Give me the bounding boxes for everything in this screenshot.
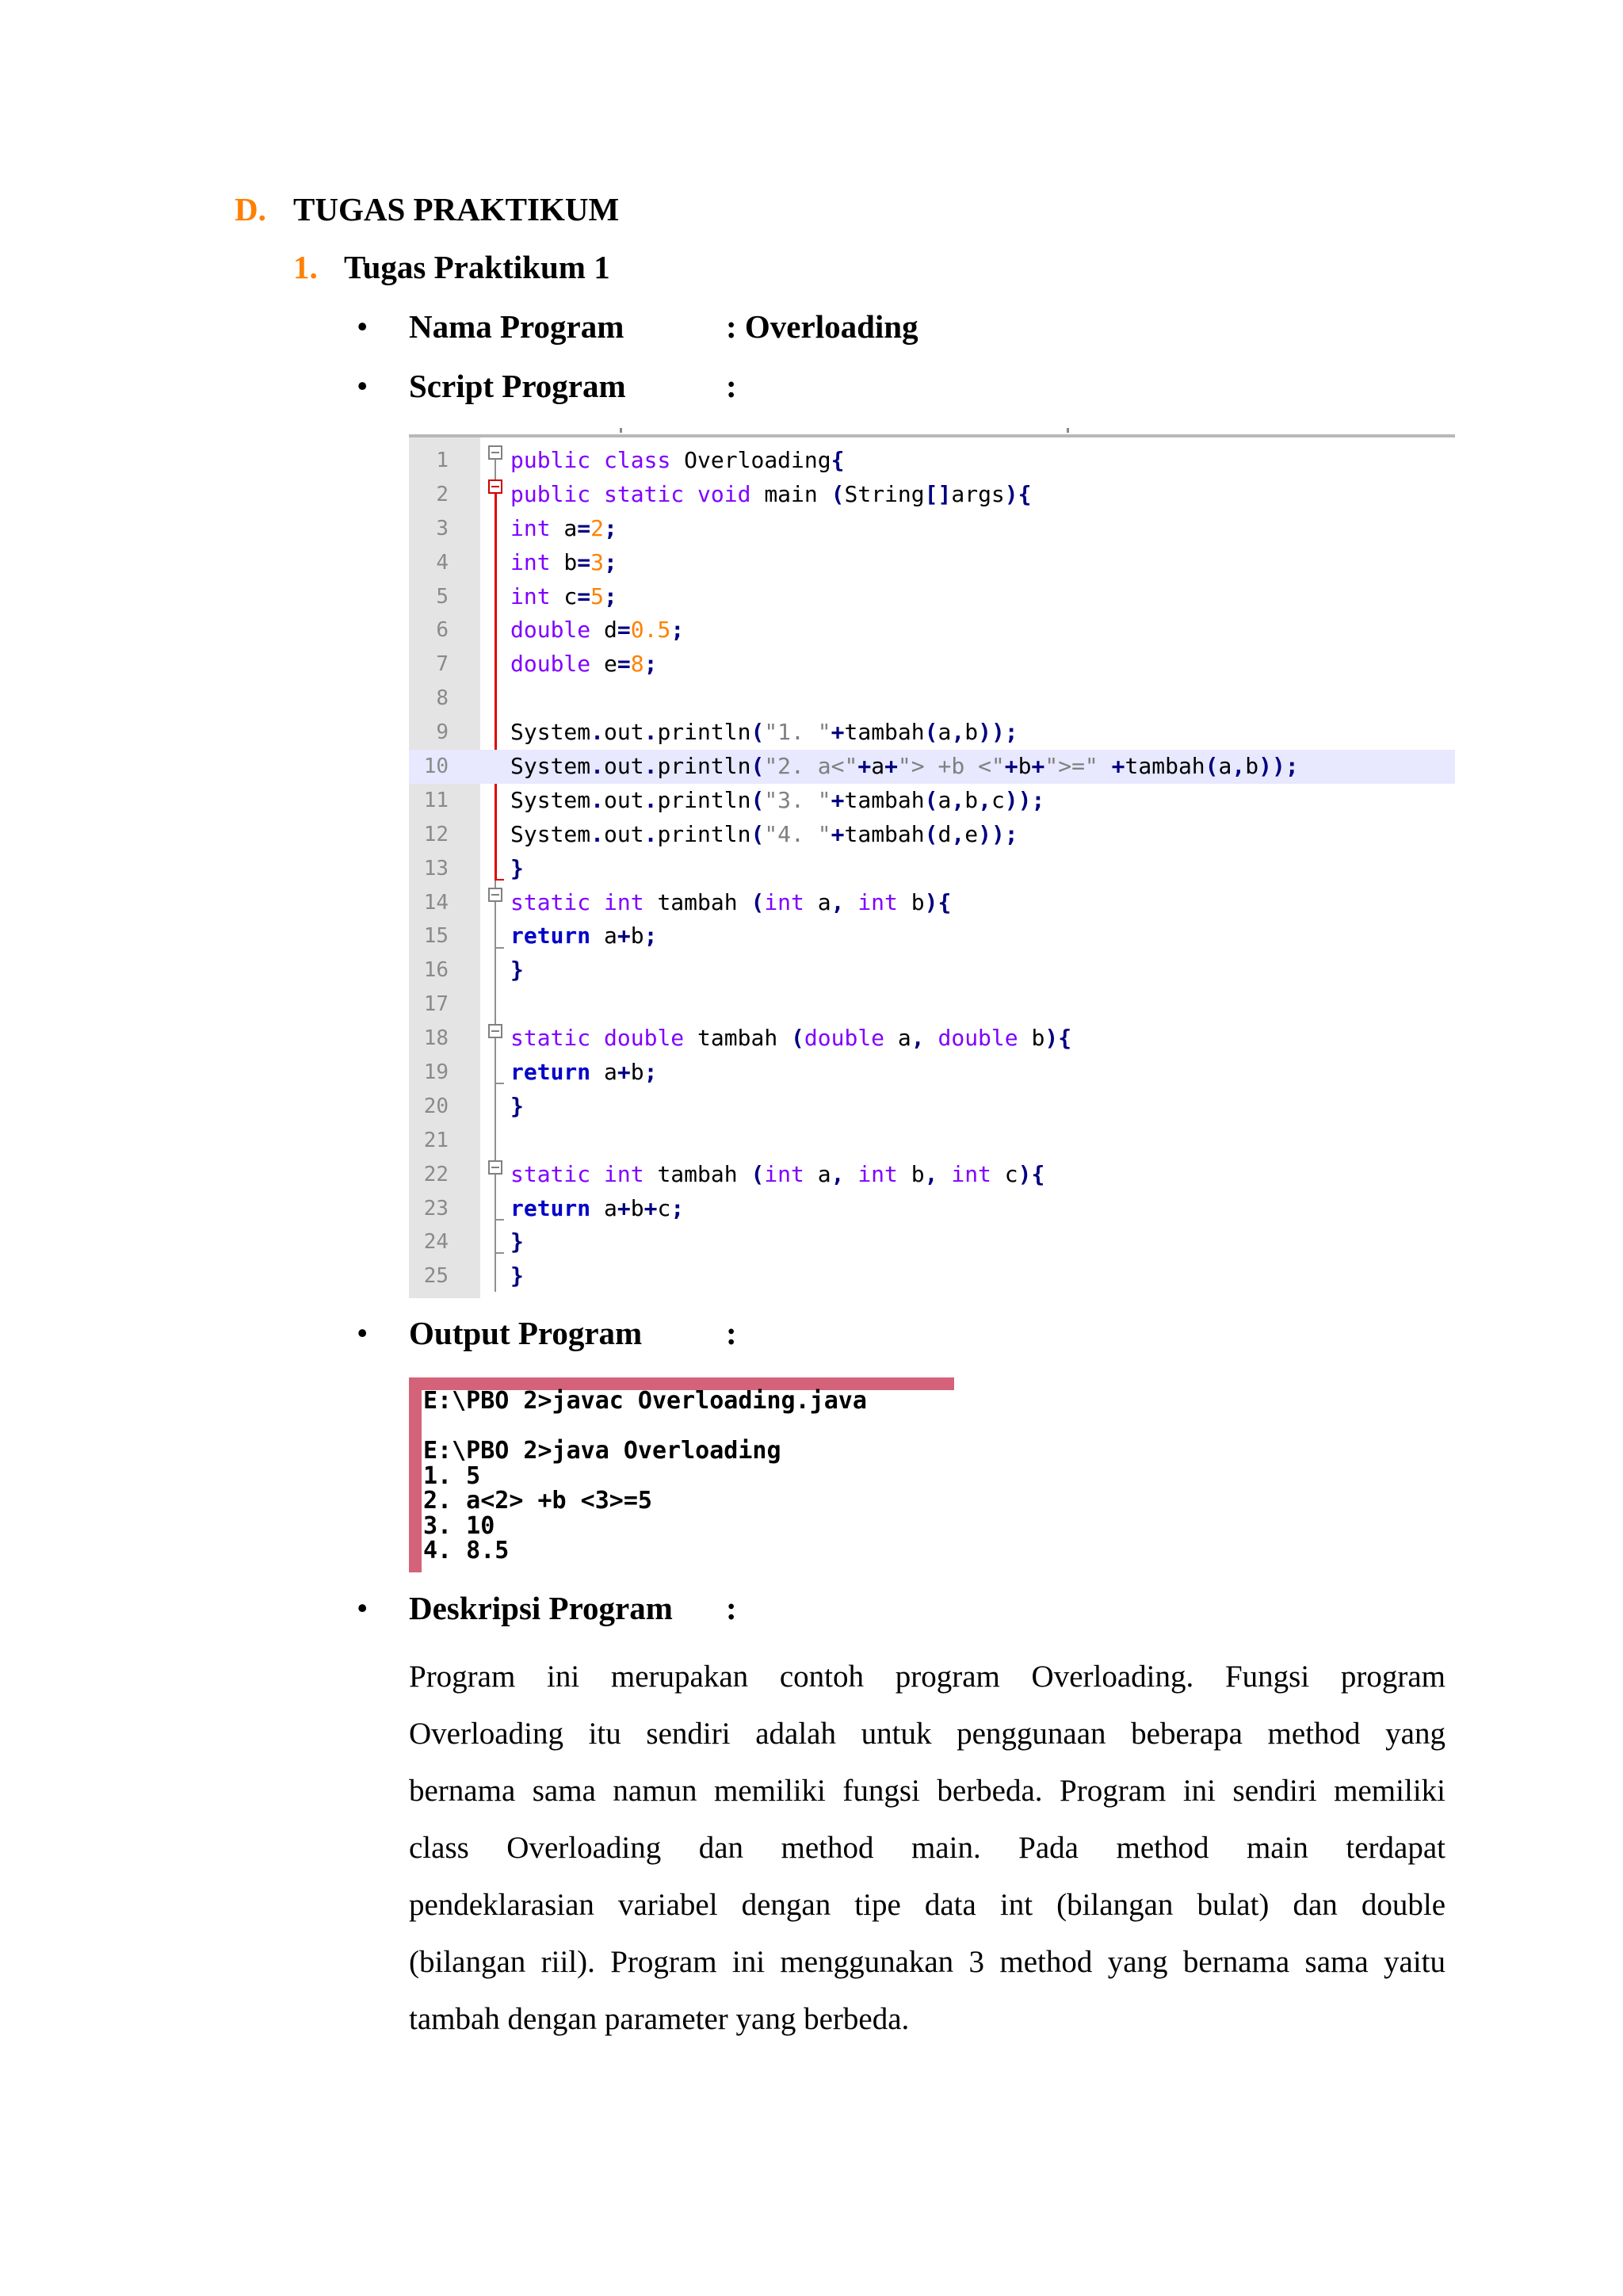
line-number: 13: [423, 856, 449, 881]
code-text: }: [510, 1092, 524, 1119]
line-number: 5: [436, 584, 449, 609]
console-line: 2. a<2> +b <3>=5: [423, 1487, 652, 1515]
console-line: [423, 1414, 867, 1439]
line-number: 10: [423, 755, 449, 779]
line-number: 21: [423, 1128, 449, 1152]
code-line[interactable]: [409, 818, 1455, 852]
line-number: 16: [423, 958, 449, 983]
line-number: 11: [423, 788, 449, 812]
code-line[interactable]: [409, 1056, 1455, 1090]
code-editor: [409, 428, 1455, 1298]
bullet-colon: :: [726, 1315, 737, 1351]
console-output: [409, 1377, 954, 1572]
code-text: }: [510, 1228, 524, 1255]
description-line: Overloading itu sendiri adalah untuk penggunaan beberapa method yang: [409, 1717, 1445, 1751]
code-line[interactable]: [409, 784, 1455, 818]
section-heading: [235, 190, 619, 228]
code-line[interactable]: [409, 546, 1455, 580]
code-line[interactable]: [409, 444, 1455, 478]
subsection-title: Tugas Praktikum 1: [344, 249, 610, 285]
description-line: Program ini merupakan contoh program Overloading. Fungsi program: [409, 1660, 1445, 1694]
line-number: 24: [423, 1230, 449, 1255]
bullet-glyph: •: [357, 308, 369, 345]
code-line[interactable]: [409, 682, 1455, 716]
section-letter: D.: [235, 191, 266, 227]
code-line[interactable]: [409, 750, 1455, 784]
code-text: double e=8;: [510, 651, 658, 678]
subsection-heading: [293, 248, 610, 286]
code-text: }: [510, 854, 524, 881]
code-text: static int tambah (int a, int b, int c){: [510, 1160, 1045, 1187]
bullet-label: Deskripsi Program: [409, 1590, 673, 1626]
code-line[interactable]: [409, 852, 1455, 886]
line-number: 1: [436, 449, 449, 472]
line-number: 7: [436, 652, 449, 677]
code-line[interactable]: [409, 1022, 1455, 1056]
code-line[interactable]: [409, 580, 1455, 614]
code-text: System.out.println("2. a<"+a+"> +b <"+b+">=" +tambah(a,b));: [510, 753, 1299, 780]
code-text: }: [510, 1263, 524, 1289]
subsection-number: 1.: [293, 249, 318, 285]
code-line[interactable]: [409, 919, 1455, 953]
bullet-label: Nama Program: [409, 308, 624, 345]
code-text: static int tambah (int a, int b){: [510, 888, 952, 915]
line-number: 23: [423, 1196, 449, 1221]
code-text: int c=5;: [510, 583, 617, 609]
bullet-label: Script Program: [409, 368, 626, 404]
code-line[interactable]: [409, 1259, 1455, 1293]
code-text: System.out.println("4. "+tambah(d,e));: [510, 820, 1018, 847]
line-number: 8: [436, 686, 449, 711]
console-line: E:\PBO 2>java Overloading: [423, 1437, 781, 1465]
description-line: (bilangan riil). Program ini menggunakan 3 method yang bernama sama yaitu: [409, 1945, 1445, 1979]
line-number: 4: [436, 550, 449, 575]
code-line[interactable]: [409, 1090, 1455, 1124]
code-text: public static void main (String[]args){: [510, 480, 1032, 507]
code-line[interactable]: [409, 613, 1455, 648]
bullet-glyph: •: [357, 1590, 369, 1626]
line-number: 15: [423, 924, 449, 949]
code-line[interactable]: [409, 716, 1455, 750]
code-lines[interactable]: [409, 444, 1455, 1293]
bullet-glyph: •: [357, 368, 369, 404]
code-text: int a=2;: [510, 514, 617, 541]
line-number: 14: [423, 890, 449, 915]
program-name: Overloading: [744, 308, 918, 345]
code-text: System.out.println("1. "+tambah(a,b));: [510, 719, 1018, 746]
bullet-colon: :: [726, 368, 737, 404]
line-number: 6: [436, 618, 449, 643]
code-line[interactable]: [409, 1225, 1455, 1259]
code-line[interactable]: [409, 512, 1455, 546]
code-text: }: [510, 957, 524, 984]
line-number: 12: [423, 822, 449, 846]
line-number: 20: [423, 1094, 449, 1118]
code-text: double d=0.5;: [510, 617, 685, 644]
code-line[interactable]: [409, 953, 1455, 988]
code-text: return a+b;: [510, 923, 658, 949]
code-line[interactable]: [409, 1124, 1455, 1158]
console-text: [423, 1389, 867, 1564]
bullet-colon: :: [726, 1590, 737, 1626]
ruler-tick: [620, 428, 622, 433]
code-line[interactable]: [409, 1158, 1455, 1192]
console-line: 3. 10: [423, 1511, 495, 1540]
description-line: bernama sama namun memiliki fungsi berbeda. Program ini sendiri memiliki: [409, 1774, 1445, 1808]
ruler-tick: [1067, 428, 1069, 433]
code-text: int b=3;: [510, 548, 617, 575]
line-number: 18: [423, 1026, 449, 1051]
description-line: pendeklarasian variabel dengan tipe data int (bilangan bulat) dan double: [409, 1888, 1445, 1922]
section-title: TUGAS PRAKTIKUM: [293, 191, 620, 227]
line-number: 3: [436, 516, 449, 541]
bullet-colon: :: [726, 308, 737, 345]
code-line[interactable]: [409, 478, 1455, 512]
bullet-glyph: •: [357, 1315, 369, 1351]
line-number: 25: [423, 1264, 449, 1289]
bullet-value-line: [726, 308, 918, 346]
description-line: class Overloading dan method main. Pada method main terdapat: [409, 1831, 1445, 1865]
line-number: 19: [423, 1060, 449, 1085]
line-number: 9: [436, 720, 449, 745]
description-line: tambah dengan parameter yang berbeda.: [409, 2002, 910, 2036]
editor-ruler: [409, 428, 1455, 437]
line-number: 2: [436, 482, 449, 506]
bullet-label: Output Program: [409, 1315, 643, 1351]
code-text: System.out.println("3. "+tambah(a,b,c));: [510, 786, 1045, 813]
code-text: static double tambah (double a, double b){: [510, 1025, 1072, 1052]
code-line[interactable]: [409, 886, 1455, 920]
code-line[interactable]: [409, 1192, 1455, 1226]
code-text: public class Overloading{: [510, 447, 845, 473]
console-border-left: [409, 1377, 422, 1572]
console-line: 4. 8.5: [423, 1537, 510, 1564]
code-text: return a+b;: [510, 1059, 658, 1086]
console-line: 1. 5: [423, 1461, 481, 1490]
code-text: return a+b+c;: [510, 1194, 685, 1221]
description-paragraph: [409, 1648, 1445, 2048]
line-number: 17: [423, 992, 449, 1017]
line-number: 22: [423, 1162, 449, 1186]
code-line[interactable]: [409, 648, 1455, 682]
code-line[interactable]: [409, 988, 1455, 1022]
console-line: E:\PBO 2>javac Overloading.java: [423, 1387, 867, 1415]
